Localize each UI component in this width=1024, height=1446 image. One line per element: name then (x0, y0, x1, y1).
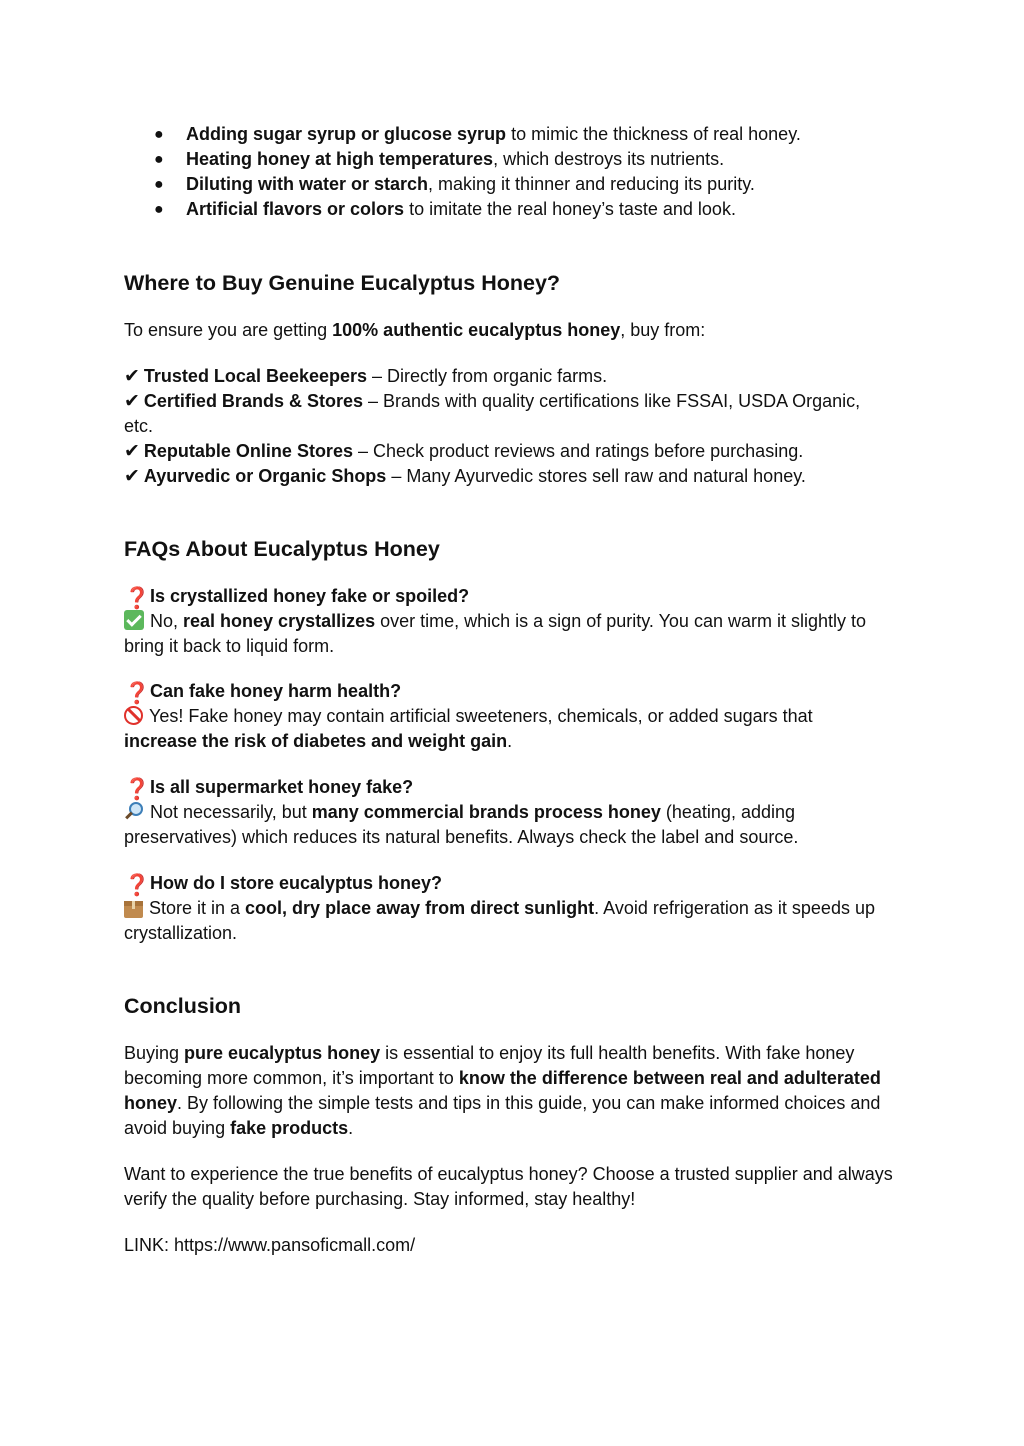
where-intro: To ensure you are getting 100% authentic eucalyptus honey, buy from: (124, 320, 706, 340)
faq-item (124, 775, 844, 850)
faq-answer: No, real honey crystallizes over time, which is a sign of purity. You can warm it slightly to bring it back to liquid form. (124, 611, 867, 656)
list-item: ✔ Reputable Online Stores – Check product reviews and ratings before purchasing. (124, 441, 804, 462)
list-item: ✔ Trusted Local Beekeepers – Directly from organic farms. (124, 366, 608, 387)
list-item: ● Diluting with water or starch, making it thinner and reducing its purity. (124, 172, 801, 197)
faq-question: ❓Is all supermarket honey fake? (124, 777, 414, 801)
faq-item (124, 584, 894, 659)
bullet-icon: ● (154, 201, 164, 218)
conclusion-paragraph: Buying pure eucalyptus honey is essential to enjoy its full health benefits. With fake honey becoming more common, it’s important to know the difference between real and adulterated honey. By following the simple tests and tips in this guide, you can make informed choices and avoid buying fake products. (124, 1043, 881, 1138)
where-list (124, 364, 864, 489)
faq-question: ❓How do I store eucalyptus honey? (124, 873, 443, 897)
package-icon (124, 901, 143, 918)
list-item: ✔ Certified Brands & Stores – Brands with quality certifications like FSSAI, USDA Organic, etc. (124, 391, 861, 436)
link-text[interactable]: LINK: https://www.pansoficmall.com/ (124, 1235, 416, 1255)
conclusion-heading: Conclusion (124, 994, 242, 1018)
check-icon: ✔ (124, 391, 140, 412)
faqs-heading: FAQs About Eucalyptus Honey (124, 537, 440, 561)
list-item: ● Adding sugar syrup or glucose syrup to mimic the thickness of real honey. (124, 122, 801, 147)
check-icon: ✔ (124, 466, 140, 487)
bullet-icon: ● (154, 151, 164, 168)
faq-question: ❓Can fake honey harm health? (124, 681, 402, 705)
faq-item (124, 679, 864, 754)
check-icon: ✔ (124, 441, 140, 462)
faq-item (124, 871, 899, 946)
faq-answer: Yes! Fake honey may contain artificial sweeteners, chemicals, or added sugars that increase the risk of diabetes and weight gain. (124, 706, 813, 751)
magnifying-glass-icon (124, 801, 144, 821)
list-item: ✔ Ayurvedic or Organic Shops – Many Ayurvedic stores sell raw and natural honey. (124, 466, 806, 487)
faq-question: ❓Is crystallized honey fake or spoiled? (124, 586, 470, 610)
question-mark-icon: ❓ (124, 874, 151, 897)
bullet-icon: ● (154, 176, 164, 193)
conclusion-cta: Want to experience the true benefits of eucalyptus honey? Choose a trusted supplier and always verify the quality before purchasing. Stay informed, stay healthy! (124, 1164, 893, 1209)
adulteration-list (124, 122, 801, 222)
question-mark-icon: ❓ (124, 682, 151, 705)
check-icon: ✔ (124, 366, 140, 387)
faq-answer: Not necessarily, but many commercial brands process honey (heating, adding preservatives) which reduces its natural benefits. Always check the label and source. (124, 802, 799, 847)
list-item: ● Heating honey at high temperatures, which destroys its nutrients. (124, 147, 801, 172)
question-mark-icon: ❓ (124, 778, 151, 801)
list-item: ● Artificial flavors or colors to imitate the real honey’s taste and look. (124, 197, 801, 222)
bullet-icon: ● (154, 126, 164, 143)
question-mark-icon: ❓ (124, 587, 151, 610)
where-to-buy-heading: Where to Buy Genuine Eucalyptus Honey? (124, 271, 561, 295)
faq-answer: Store it in a cool, dry place away from direct sunlight. Avoid refrigeration as it speeds up crystallization. (124, 898, 875, 943)
prohibited-icon (124, 706, 143, 725)
check-mark-icon (124, 610, 144, 630)
